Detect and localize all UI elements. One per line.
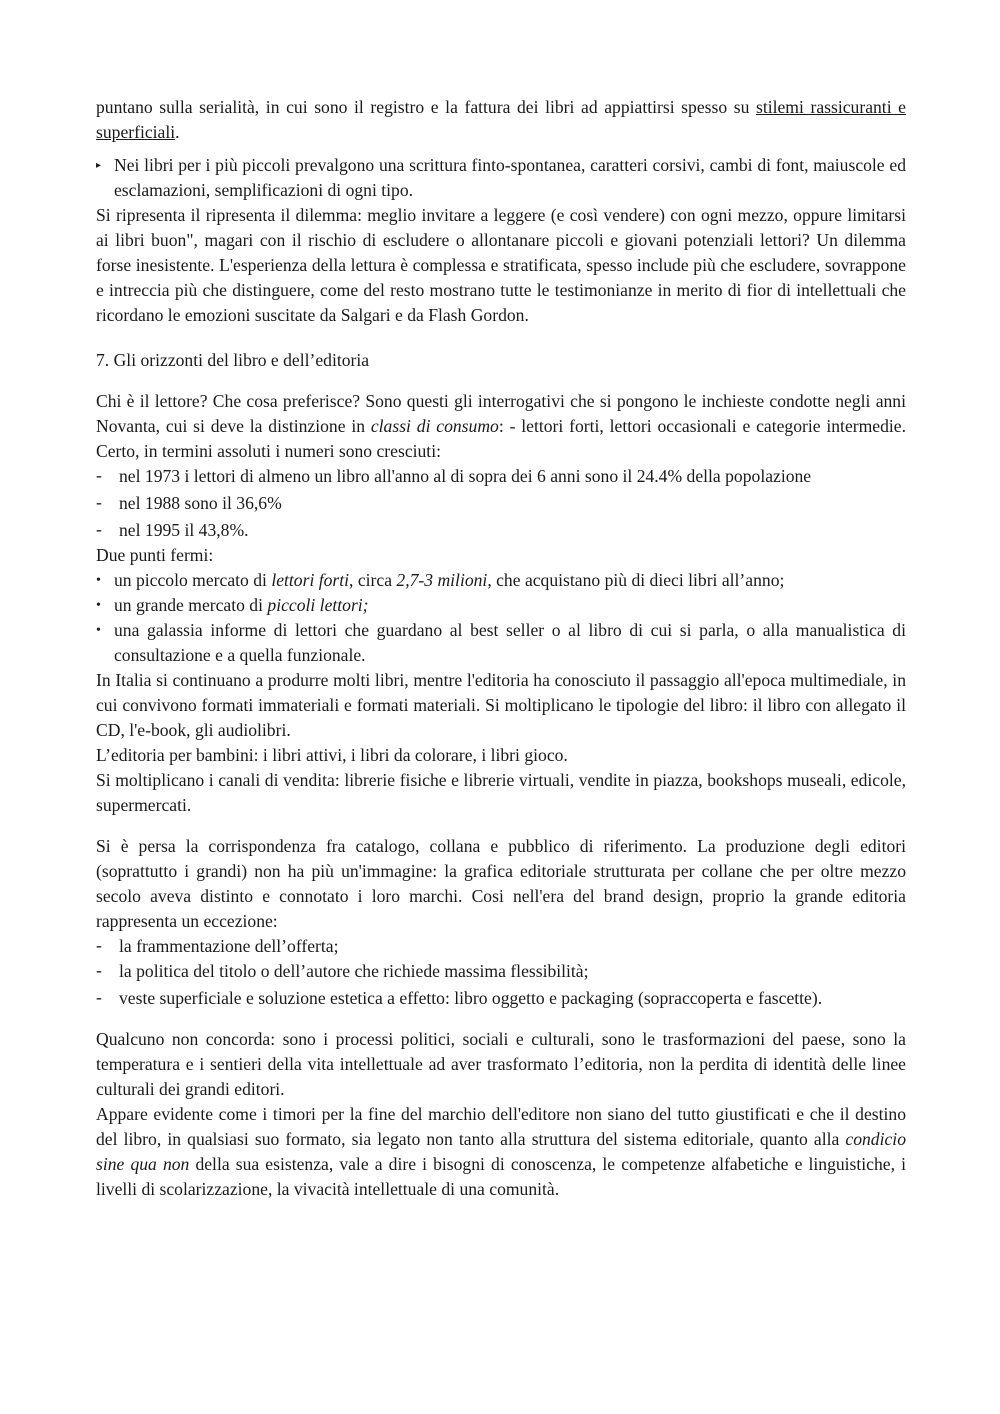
list-item [96,593,906,618]
list-item-text: un piccolo mercato di [114,570,272,590]
dash-bullet-icon: - [96,935,102,955]
list-item-text: nel 1995 il 43,8%. [119,520,249,540]
dash-bullet-icon: - [96,960,102,980]
bambini-paragraph: L’editoria per bambini: i libri attivi, i libri da colorare, i libri gioco. [96,745,568,765]
appare-text-end: della sua esistenza, vale a dire i bisogni di conoscenza, le competenze alfabetiche e linguistiche, i livelli di scolarizzazione, la vivacità intellettuale di una comunità. [96,1154,906,1199]
lettore-text-end: : - lettori forti, lettori occasionali e categorie intermedie. Certo, in termini assoluti i numeri sono cresciuti: [96,416,907,461]
intro-text: puntano sulla serialità, in cui sono il registro e la fattura dei libri ad appiattirsi spesso su [96,97,756,117]
bullet-icon: • [96,573,101,588]
dash-bullet-icon: - [96,519,102,539]
list-item-text: veste superficiale e soluzione estetica a effetto: libro oggetto e packaging (sopraccoperta e fascette). [119,988,823,1008]
list-item-text: , che acquistano più di dieci libri all’anno; [487,570,785,590]
list-item-text: una galassia informe di lettori che guardano al best seller o al libro di cui si parla, o alla manualistica di consultazione e a quella funzionale. [114,620,906,665]
bullet-icon: • [96,598,101,613]
section-heading: 7. Gli orizzonti del libro e dell’editoria [96,350,370,370]
list-item [96,959,906,984]
list-item [96,518,906,543]
canali-paragraph: Si moltiplicano i canali di vendita: librerie fisiche e librerie virtuali, vendite in piazza, bookshops museali, edicole, supermercati. [96,770,906,815]
document-page [96,95,906,1202]
appare-text: Appare evidente come i timori per la fine del marchio dell'editore non siano del tutto giustificati e che il destino del libro, in qualsiasi suo formato, sia legato non tanto alla struttura del sistema editoriale, quanto alla [96,1104,906,1149]
list-item-text: un grande mercato di [114,595,268,615]
bullet-icon: • [96,623,101,638]
list-item [96,618,906,668]
list-item [96,568,906,593]
list-item-text: nel 1973 i lettori di almeno un libro all'anno al di sopra dei 6 anni sono il 24.4% della popolazione [119,466,812,486]
list-item-text: la frammentazione dell’offerta; [119,936,339,956]
dash-bullet-icon: - [96,492,102,512]
list-item-text: Nei libri per i più piccoli prevalgono una scrittura finto-spontanea, caratteri corsivi, cambi di font, maiuscole ed esclamazioni, semplificazioni di ogni tipo. [114,155,906,200]
dash-bullet-icon: - [96,465,102,485]
list-item [96,934,906,959]
underlined-text: stilemi rassicuranti e superficiali [96,97,906,142]
intro-paragraph [96,95,906,145]
list-item [96,986,906,1011]
italic-text: piccoli lettori; [267,595,369,615]
italia-paragraph: In Italia si continuano a produrre molti libri, mentre l'editoria ha conosciuto il passaggio all'epoca multimediale, in cui convivono formati immateriali e formati materiali. Si moltiplicano le tipologie del libro: il libro con allegato il CD, l'e-book, gli audiolibri. [96,670,906,740]
points-list [96,568,906,668]
intro-end: . [175,122,180,142]
lettore-paragraph [96,389,906,464]
dash-bullet-icon: - [96,987,102,1007]
list-item [96,491,906,516]
list-item [96,153,906,203]
list-item [96,464,906,489]
list-item-text: , circa [349,570,397,590]
lettore-text: Chi è il lettore? Che cosa preferisce? Sono questi gli interrogativi che si pongono le inchieste condotte negli anni Novanta, cui si deve la distinzione in [96,391,906,436]
italic-text: lettori forti [271,570,350,590]
appare-paragraph [96,1102,906,1202]
list-item-text: nel 1988 sono il 36,6% [119,493,282,513]
italic-text: 2,7-3 milioni [396,570,488,590]
catalogo-paragraph: Si è persa la corrispondenza fra catalogo, collana e pubblico di riferimento. La produzione degli editori (soprattutto i grandi) non ha più un'immagine: la grafica editoriale strutturata per collane che per oltre mezzo secolo aveva distinto e connotato i loro marchi. Cosi nell'era del brand design, proprio la grande editoria rappresenta un eccezione: [96,836,906,931]
eccezioni-list [96,934,906,1011]
due-punti-label: Due punti fermi: [96,545,214,565]
stats-list [96,464,906,543]
italic-text: condicio sine qua non [96,1129,906,1174]
triangle-list [96,153,906,203]
qualcuno-paragraph: Qualcuno non concorda: sono i processi politici, sociali e culturali, sono le trasformazioni del paese, sono la temperatura e i sentieri della vita intellettuale ad aver trasformato l’editoria, non la perdita di identità delle linee culturali dei grandi editori. [96,1029,906,1099]
dilemma-paragraph: Si ripresenta il ripresenta il dilemma: meglio invitare a leggere (e così vendere) con ogni mezzo, oppure limitarsi ai libri buon", magari con il rischio di escludere o allontanare piccoli e giovani potenziali lettori? Un dilemma forse inesistente. L'esperienza della lettura è complessa e stratificata, spesso include più che escludere, sovrappone e intreccia più che distinguere, come del resto mostrano tutte le testimonianze in merito di fior di intellettuali che ricordano le emozioni suscitate da Salgari e da Flash Gordon. [96,205,906,325]
italic-text: classi di consumo [370,416,499,436]
triangle-bullet-icon: ▸ [96,160,102,171]
list-item-text: la politica del titolo o dell’autore che richiede massima flessibilità; [119,961,589,981]
